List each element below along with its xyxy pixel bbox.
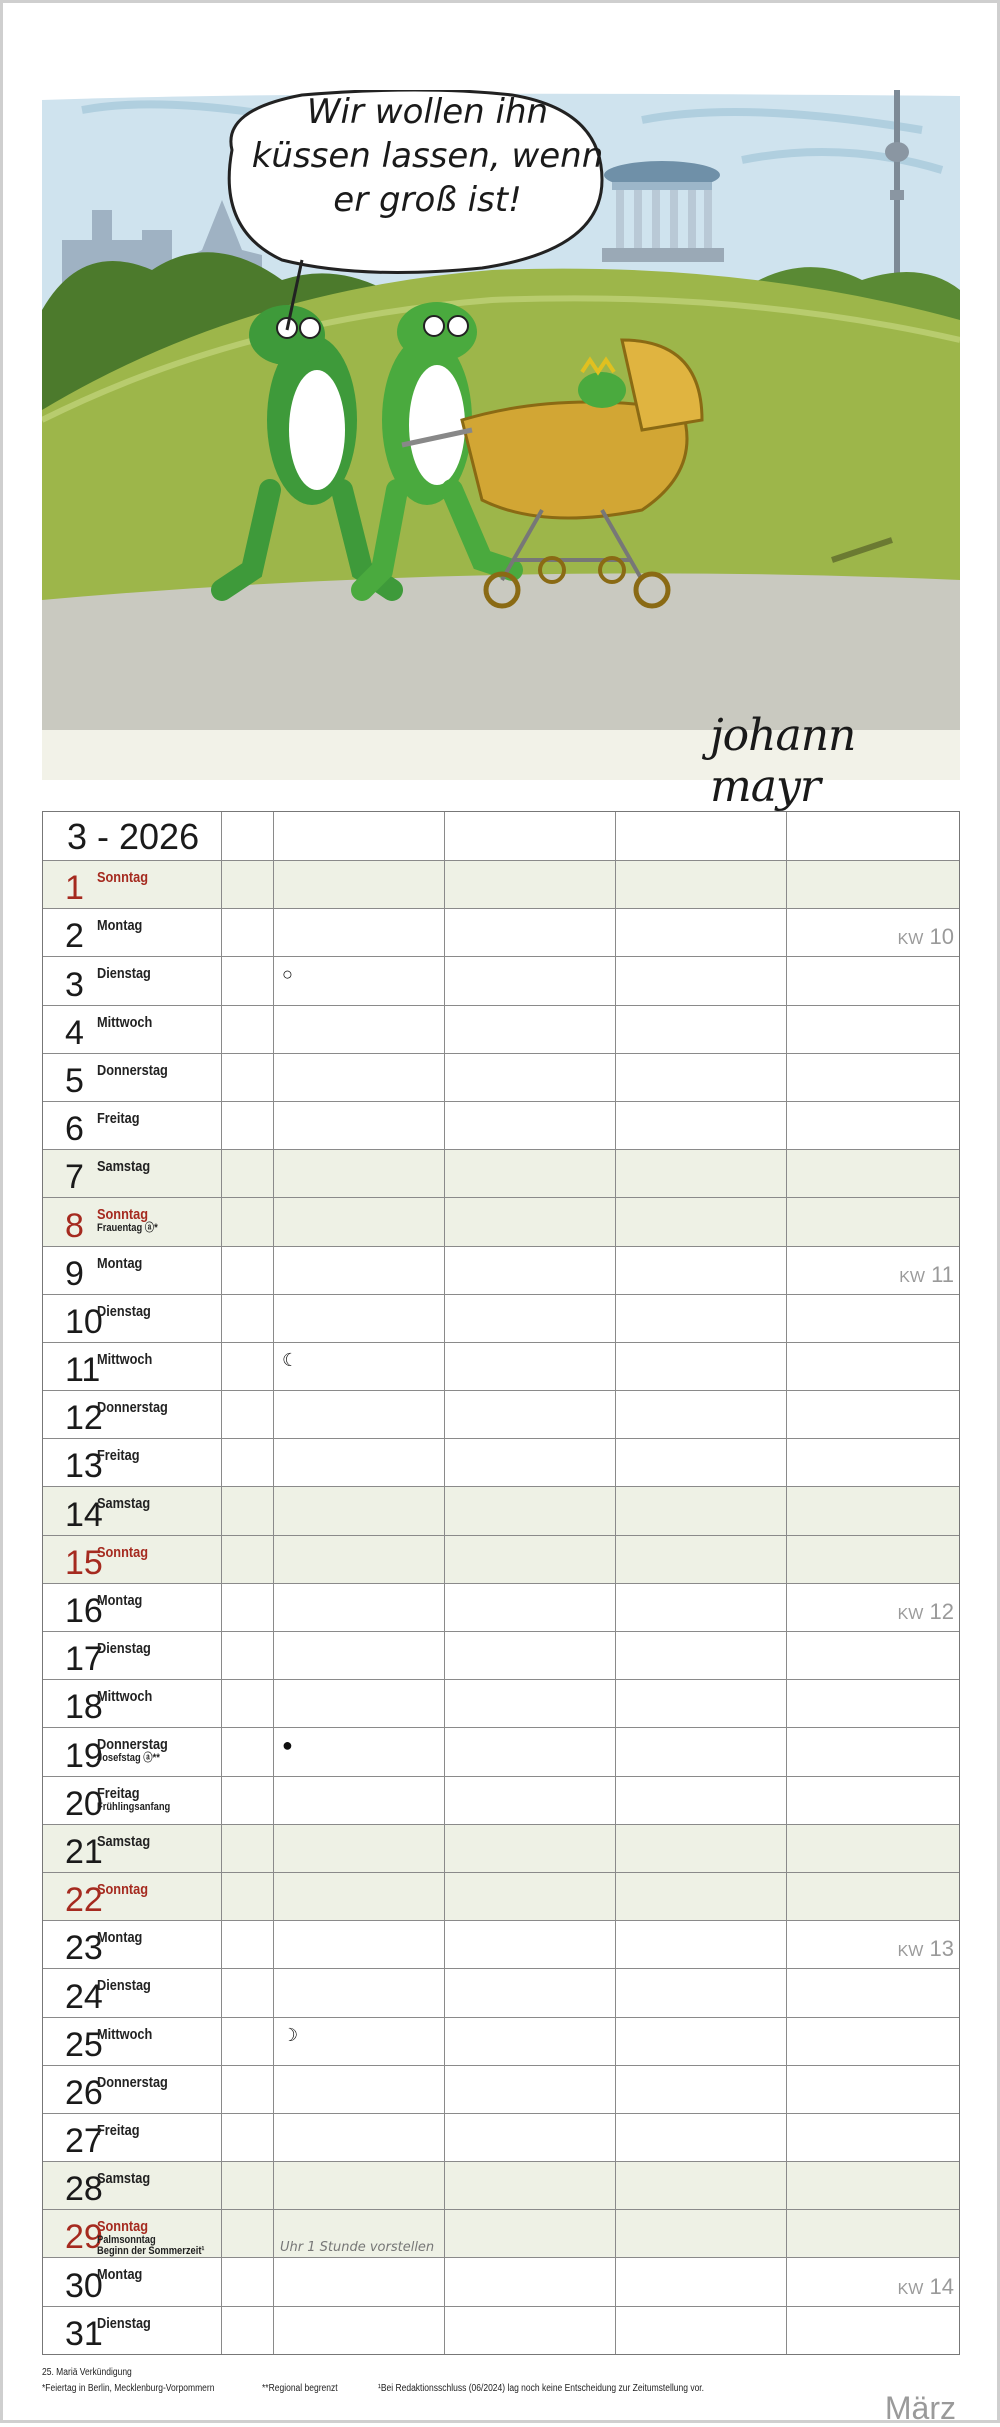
column-cell[interactable]	[615, 2162, 787, 2209]
weekday-label: Donnerstag	[97, 1736, 168, 1754]
calendar-header-row	[43, 812, 959, 860]
month-year-title: 3 - 2026	[67, 816, 200, 857]
weekday-label: Sonntag	[97, 2218, 148, 2236]
column-cell[interactable]	[786, 909, 960, 956]
column-cell[interactable]	[444, 1102, 616, 1149]
column-cell[interactable]	[444, 1969, 616, 2016]
column-cell[interactable]	[221, 1584, 274, 1631]
column-cell[interactable]	[221, 1295, 274, 1342]
column-cell[interactable]	[221, 2114, 274, 2161]
column-cell[interactable]	[444, 1487, 616, 1534]
day-row	[43, 1246, 959, 1294]
day-note: Josefstag ⓐ**	[97, 1752, 160, 1765]
day-number: 7	[65, 1158, 84, 1197]
column-cell[interactable]	[615, 1487, 787, 1534]
column-cell[interactable]	[221, 1102, 274, 1149]
weekday-label: Freitag	[97, 2121, 140, 2139]
kw-prefix: KW	[897, 1606, 924, 1623]
day-row	[43, 1486, 959, 1534]
column-cell[interactable]	[273, 2162, 445, 2209]
column-cell[interactable]	[786, 1873, 960, 1920]
column-cell[interactable]	[615, 1584, 787, 1631]
day-number: 27	[65, 2122, 103, 2161]
column-cell[interactable]	[221, 1921, 274, 1968]
column-cell[interactable]	[444, 1921, 616, 1968]
column-cell[interactable]	[615, 909, 787, 956]
column-cell[interactable]	[615, 1391, 787, 1438]
column-cell[interactable]	[221, 1391, 274, 1438]
column-cell[interactable]	[786, 2018, 960, 2065]
column-cell[interactable]	[221, 2258, 274, 2305]
column-cell[interactable]	[273, 1487, 445, 1534]
column-cell[interactable]	[615, 1150, 787, 1197]
day-note: Palmsonntag	[97, 2234, 156, 2247]
weekday-label: Mittwoch	[97, 1013, 153, 1031]
day-number: 21	[65, 1832, 103, 1871]
column-cell[interactable]	[786, 1825, 960, 1872]
column-cell[interactable]	[221, 1728, 274, 1775]
column-cell[interactable]	[221, 1198, 274, 1245]
column-cell[interactable]	[786, 1247, 960, 1294]
day-row	[43, 1101, 959, 1149]
weekday-label: Samstag	[97, 1832, 151, 1850]
column-cell[interactable]	[786, 2258, 960, 2305]
day-row	[43, 1727, 959, 1775]
day-number: 3	[65, 965, 84, 1004]
column-cell[interactable]	[273, 1921, 445, 1968]
column-cell[interactable]	[444, 2066, 616, 2113]
column-cell[interactable]	[444, 1247, 616, 1294]
weekday-label: Dienstag	[97, 1977, 151, 1995]
column-cell[interactable]	[444, 2307, 616, 2354]
column-cell[interactable]	[221, 1777, 274, 1824]
column-cell[interactable]	[273, 861, 445, 908]
footnote-regional: **Regional begrenzt	[262, 2383, 338, 2394]
weekday-label: Montag	[97, 2266, 143, 2284]
day-number: 9	[65, 1254, 84, 1293]
day-number: 2	[65, 917, 84, 956]
day-row	[43, 2306, 959, 2354]
column-cell[interactable]	[221, 1247, 274, 1294]
day-row	[43, 1005, 959, 1053]
column-cell[interactable]	[273, 2066, 445, 2113]
column-cell[interactable]	[615, 2018, 787, 2065]
column-cell[interactable]	[273, 1632, 445, 1679]
column-cell[interactable]	[273, 1343, 445, 1390]
column-cell[interactable]	[444, 1825, 616, 1872]
day-row	[43, 860, 959, 908]
column-cell[interactable]	[221, 2307, 274, 2354]
weekday-label: Dienstag	[97, 965, 151, 983]
day-row	[43, 1390, 959, 1438]
column-cell[interactable]	[273, 1728, 445, 1775]
column-cell[interactable]	[615, 1054, 787, 1101]
kw-prefix: KW	[897, 931, 924, 949]
day-row	[43, 2065, 959, 2113]
weekday-label: Dienstag	[97, 2314, 151, 2332]
day-row	[43, 2017, 959, 2065]
column-cell[interactable]	[221, 1487, 274, 1534]
column-cell[interactable]	[221, 2018, 274, 2065]
day-row	[43, 1583, 959, 1631]
column-cell[interactable]	[615, 2066, 787, 2113]
day-number: 30	[65, 2266, 103, 2305]
moon-phase-icon: ○	[282, 964, 293, 985]
column-cell[interactable]	[444, 1728, 616, 1775]
column-cell[interactable]	[273, 2307, 445, 2354]
column-cell[interactable]	[444, 1777, 616, 1824]
column-cell[interactable]	[273, 1584, 445, 1631]
column-cell[interactable]	[273, 1969, 445, 2016]
column-cell[interactable]	[444, 1873, 616, 1920]
day-row	[43, 2209, 959, 2257]
day-number: 5	[65, 1061, 84, 1100]
column-cell[interactable]	[273, 2210, 445, 2257]
column-cell[interactable]	[273, 1680, 445, 1727]
column-cell[interactable]	[444, 1198, 616, 1245]
column-cell[interactable]	[615, 1102, 787, 1149]
column-cell[interactable]	[221, 1054, 274, 1101]
column-cell[interactable]	[615, 1247, 787, 1294]
column-cell[interactable]	[615, 2210, 787, 2257]
day-number: 22	[65, 1881, 103, 1920]
column-cell[interactable]	[615, 812, 787, 860]
column-cell[interactable]	[444, 2258, 616, 2305]
column-cell[interactable]	[273, 812, 445, 860]
day-row	[43, 1294, 959, 1342]
column-cell[interactable]	[273, 1247, 445, 1294]
kw-prefix: KW	[897, 2280, 924, 2298]
day-row	[43, 956, 959, 1004]
column-cell[interactable]	[444, 1536, 616, 1583]
column-cell[interactable]	[786, 1487, 960, 1534]
column-cell[interactable]	[273, 1295, 445, 1342]
calendar-week-label	[898, 924, 954, 950]
day-row	[43, 1631, 959, 1679]
weekday-label: Montag	[97, 1929, 143, 1947]
column-cell[interactable]	[786, 1728, 960, 1775]
column-cell[interactable]	[615, 2258, 787, 2305]
column-cell[interactable]	[786, 2114, 960, 2161]
column-cell[interactable]	[615, 1969, 787, 2016]
kw-number: 10	[929, 924, 954, 950]
day-number: 19	[65, 1736, 103, 1775]
cartoon-illustration	[42, 90, 960, 812]
day-note-secondary: Beginn der Sommerzeit¹	[97, 2245, 205, 2258]
column-cell[interactable]	[444, 2018, 616, 2065]
column-cell[interactable]	[786, 1584, 960, 1631]
day-note: Frauentag ⓐ*	[97, 1222, 158, 1235]
column-cell[interactable]	[786, 1391, 960, 1438]
column-cell[interactable]	[273, 1391, 445, 1438]
column-cell[interactable]	[786, 812, 960, 860]
footnote-summertime: ¹Bei Redaktionsschluss (06/2024) lag noch keine Entscheidung zur Zeitumstellung vor.	[378, 2383, 705, 2394]
column-cell[interactable]	[786, 1054, 960, 1101]
column-cell[interactable]	[444, 1680, 616, 1727]
column-cell[interactable]	[273, 2018, 445, 2065]
column-cell[interactable]	[273, 957, 445, 1004]
column-cell[interactable]	[786, 1295, 960, 1342]
month-name: März	[884, 2390, 956, 2426]
day-number: 31	[65, 2314, 103, 2353]
column-cell[interactable]	[221, 909, 274, 956]
column-cell[interactable]	[786, 1632, 960, 1679]
day-number: 6	[65, 1110, 84, 1149]
weekday-label: Samstag	[97, 1158, 151, 1176]
day-number: 25	[65, 2025, 103, 2064]
day-row	[43, 1920, 959, 1968]
weekday-label: Dienstag	[97, 1640, 151, 1657]
weekday-label: Sonntag	[97, 1880, 148, 1898]
column-cell[interactable]	[444, 2210, 616, 2257]
column-cell[interactable]	[273, 2114, 445, 2161]
column-cell[interactable]	[615, 1873, 787, 1920]
day-row	[43, 1053, 959, 1101]
weekday-label: Donnerstag	[97, 2073, 168, 2091]
column-cell[interactable]	[786, 1150, 960, 1197]
weekday-label: Donnerstag	[97, 1399, 168, 1417]
column-cell[interactable]	[444, 1054, 616, 1101]
column-cell[interactable]	[615, 1632, 787, 1679]
day-number: 10	[65, 1302, 103, 1341]
day-row	[43, 1872, 959, 1920]
weekday-label: Donnerstag	[97, 1061, 168, 1079]
kw-number: 11	[931, 1261, 954, 1287]
column-cell[interactable]	[273, 1873, 445, 1920]
day-number: 13	[65, 1447, 103, 1486]
day-number: 12	[65, 1399, 103, 1438]
footnote-berlin: *Feiertag in Berlin, Mecklenburg-Vorpommern	[42, 2383, 215, 2394]
column-cell[interactable]	[444, 2162, 616, 2209]
day-row	[43, 1824, 959, 1872]
column-cell[interactable]	[786, 861, 960, 908]
column-cell[interactable]	[615, 1536, 787, 1583]
day-row	[43, 1438, 959, 1486]
calendar-week-label	[898, 1599, 954, 1625]
kw-number: 13	[929, 1936, 954, 1962]
weekday-label: Mittwoch	[97, 1688, 153, 1706]
column-cell[interactable]	[221, 1825, 274, 1872]
day-number: 14	[65, 1495, 103, 1534]
column-cell[interactable]	[273, 1825, 445, 1872]
speech-bubble-text: Wir wollen ihn küssen lassen, wenn er groß ist!	[251, 92, 604, 220]
column-cell[interactable]	[444, 1632, 616, 1679]
column-cell[interactable]	[615, 957, 787, 1004]
moon-phase-icon: ☽	[282, 2024, 299, 2045]
day-number: 18	[65, 1688, 103, 1727]
column-cell[interactable]	[615, 2114, 787, 2161]
column-cell[interactable]	[786, 1777, 960, 1824]
column-cell[interactable]	[615, 861, 787, 908]
weekday-label: Freitag	[97, 1784, 140, 1802]
column-cell[interactable]	[221, 1969, 274, 2016]
column-cell[interactable]	[444, 2114, 616, 2161]
footnote-holiday: 25. Mariä Verkündigung	[42, 2367, 132, 2378]
column-cell[interactable]	[615, 1728, 787, 1775]
column-cell[interactable]	[221, 812, 274, 860]
day-number: 23	[65, 1929, 103, 1968]
day-number: 4	[65, 1013, 84, 1052]
column-cell[interactable]	[221, 1680, 274, 1727]
column-cell[interactable]	[615, 1295, 787, 1342]
moon-phase-icon: ☾	[282, 1349, 299, 1370]
weekday-label: Samstag	[97, 2170, 151, 2188]
column-cell[interactable]	[444, 861, 616, 908]
column-cell[interactable]	[786, 2162, 960, 2209]
moon-phase-icon: ●	[282, 1735, 293, 1756]
column-cell[interactable]	[615, 1680, 787, 1727]
column-cell[interactable]	[786, 1102, 960, 1149]
weekday-label: Samstag	[97, 1495, 151, 1513]
day-row	[43, 2113, 959, 2161]
column-cell[interactable]	[273, 2258, 445, 2305]
day-row	[43, 1968, 959, 2016]
column-cell[interactable]	[221, 1343, 274, 1390]
column-cell[interactable]	[221, 2210, 274, 2257]
calendar-grid	[42, 811, 960, 2355]
day-number: 8	[65, 1206, 84, 1245]
column-cell[interactable]	[444, 1439, 616, 1486]
column-cell[interactable]	[273, 1536, 445, 1583]
column-cell[interactable]	[786, 2210, 960, 2257]
column-cell[interactable]	[221, 1006, 274, 1053]
column-cell[interactable]	[273, 1150, 445, 1197]
calendar-week-label	[899, 1262, 954, 1288]
column-cell[interactable]	[786, 1921, 960, 1968]
column-cell[interactable]	[221, 861, 274, 908]
column-cell[interactable]	[221, 957, 274, 1004]
column-cell[interactable]	[615, 1825, 787, 1872]
weekday-label: Montag	[97, 1591, 143, 1609]
weekday-label: Dienstag	[97, 1302, 151, 1320]
day-row	[43, 1197, 959, 1245]
day-number: 26	[65, 2073, 103, 2112]
column-cell[interactable]	[221, 2162, 274, 2209]
column-cell[interactable]	[221, 1632, 274, 1679]
day-number: 17	[65, 1640, 103, 1679]
calendar-week-label	[898, 1936, 954, 1962]
column-cell[interactable]	[273, 1198, 445, 1245]
handwritten-note: Uhr 1 Stunde vorstellen	[280, 2240, 435, 2256]
column-cell[interactable]	[615, 1198, 787, 1245]
weekday-label: Freitag	[97, 1109, 140, 1127]
column-cell[interactable]	[786, 1680, 960, 1727]
column-cell[interactable]	[273, 1777, 445, 1824]
column-cell[interactable]	[786, 1343, 960, 1390]
column-cell[interactable]	[615, 1921, 787, 1968]
column-cell[interactable]	[273, 1439, 445, 1486]
column-cell[interactable]	[786, 1969, 960, 2016]
column-cell[interactable]	[786, 1006, 960, 1053]
column-cell[interactable]	[615, 1439, 787, 1486]
column-cell[interactable]	[444, 1295, 616, 1342]
kw-prefix: KW	[899, 1268, 926, 1286]
column-cell[interactable]	[615, 1343, 787, 1390]
column-cell[interactable]	[444, 1343, 616, 1390]
day-row	[43, 1776, 959, 1824]
column-cell[interactable]	[786, 1536, 960, 1583]
weekday-label: Sonntag	[97, 1206, 148, 1224]
column-cell[interactable]	[444, 1150, 616, 1197]
weekday-label: Sonntag	[97, 869, 148, 886]
weekday-label: Mittwoch	[97, 1350, 153, 1368]
day-number: 15	[65, 1543, 103, 1582]
column-cell[interactable]	[786, 1198, 960, 1245]
weekday-label: Freitag	[97, 1447, 140, 1465]
day-row	[43, 908, 959, 956]
day-row	[43, 1149, 959, 1197]
day-row	[43, 2161, 959, 2209]
day-number: 29	[65, 2218, 103, 2257]
column-cell[interactable]	[444, 909, 616, 956]
day-number: 1	[65, 869, 84, 908]
column-cell[interactable]	[786, 2307, 960, 2354]
column-cell[interactable]	[786, 1439, 960, 1486]
weekday-label: Sonntag	[97, 1543, 148, 1561]
column-cell[interactable]	[444, 812, 616, 860]
column-cell[interactable]	[444, 957, 616, 1004]
day-row	[43, 1679, 959, 1727]
weekday-label: Montag	[97, 1254, 143, 1272]
column-cell[interactable]	[786, 2066, 960, 2113]
day-row	[43, 1535, 959, 1583]
column-cell[interactable]	[273, 909, 445, 956]
weekday-label: Montag	[97, 917, 143, 935]
kw-number: 14	[929, 2273, 954, 2299]
kw-number: 12	[929, 1599, 954, 1624]
day-row	[43, 1342, 959, 1390]
day-number: 20	[65, 1784, 103, 1823]
column-cell[interactable]	[221, 1873, 274, 1920]
column-cell[interactable]	[615, 2307, 787, 2354]
column-cell[interactable]	[615, 1777, 787, 1824]
day-number: 11	[65, 1351, 101, 1390]
column-cell[interactable]	[786, 957, 960, 1004]
column-cell[interactable]	[221, 2066, 274, 2113]
column-cell[interactable]	[273, 1102, 445, 1149]
column-cell[interactable]	[615, 1006, 787, 1053]
column-cell[interactable]	[221, 1150, 274, 1197]
calendar-week-label	[898, 2274, 954, 2300]
day-row	[43, 2257, 959, 2305]
column-cell[interactable]	[221, 1439, 274, 1486]
weekday-label: Mittwoch	[97, 2025, 153, 2043]
column-cell[interactable]	[273, 1006, 445, 1053]
day-note: Frühlingsanfang	[97, 1800, 171, 1813]
day-number: 16	[65, 1592, 103, 1630]
column-cell[interactable]	[444, 1006, 616, 1053]
column-cell[interactable]	[221, 1536, 274, 1583]
column-cell[interactable]	[444, 1584, 616, 1631]
column-cell[interactable]	[273, 1054, 445, 1101]
artist-signature: johann mayr	[710, 710, 856, 812]
column-cell[interactable]	[444, 1391, 616, 1438]
day-number: 24	[65, 1977, 103, 2016]
day-number: 28	[65, 2170, 103, 2209]
kw-prefix: KW	[897, 1943, 924, 1961]
